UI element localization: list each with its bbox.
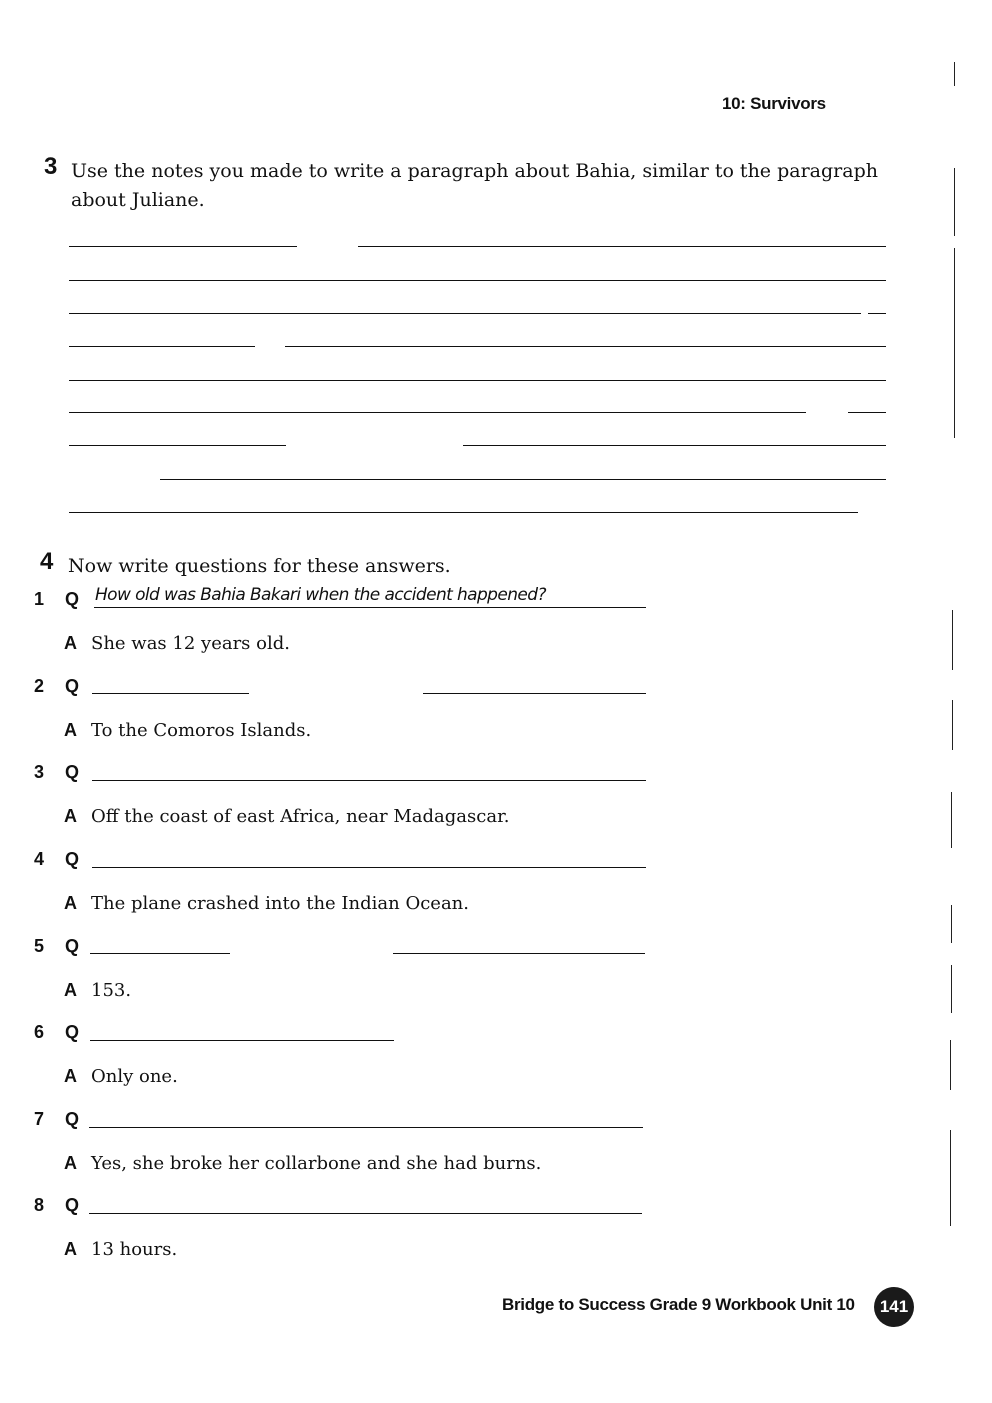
scan-edge-mark (954, 248, 955, 438)
question-line[interactable] (89, 1127, 643, 1128)
writing-line[interactable] (285, 346, 886, 347)
question-line[interactable] (92, 867, 646, 868)
question-line[interactable] (90, 953, 230, 954)
scan-edge-mark (951, 792, 952, 848)
exercise-3-number: 3 (44, 153, 58, 180)
question-line[interactable] (90, 1040, 394, 1041)
question-number: 2 (34, 676, 45, 696)
unit-title: 10: Survivors (722, 94, 826, 113)
answer-text: Only one. (91, 1066, 178, 1087)
writing-line[interactable] (358, 246, 886, 247)
writing-line[interactable] (69, 412, 806, 413)
exercise-4-instruction: Now write questions for these answers. (68, 555, 451, 577)
scan-edge-mark (950, 1040, 951, 1090)
footer-book-title: Bridge to Success Grade 9 Workbook Unit 10 (502, 1295, 855, 1314)
question-number: 3 (34, 762, 45, 782)
writing-line[interactable] (69, 246, 297, 247)
writing-line[interactable] (868, 313, 886, 314)
question-number: 8 (34, 1195, 45, 1215)
answer-label: A (64, 1066, 77, 1086)
question-line[interactable] (393, 953, 645, 954)
scan-edge-mark (950, 1130, 951, 1226)
answer-text: To the Comoros Islands. (91, 720, 312, 741)
question-label: Q (65, 849, 80, 869)
writing-line[interactable] (69, 346, 255, 347)
answer-label: A (64, 633, 77, 653)
writing-line[interactable] (69, 313, 861, 314)
answer-text: Off the coast of east Africa, near Madagascar. (91, 806, 510, 827)
question-line[interactable] (89, 1213, 642, 1214)
writing-line[interactable] (160, 479, 886, 480)
question-label: Q (65, 589, 80, 609)
question-number: 5 (34, 936, 45, 956)
page-number-badge: 141 (874, 1287, 914, 1327)
answer-text: 13 hours. (91, 1239, 178, 1260)
question-label: Q (65, 936, 80, 956)
answer-label: A (64, 1239, 77, 1259)
question-line[interactable] (92, 780, 646, 781)
writing-line[interactable] (463, 445, 886, 446)
answer-text: 153. (91, 980, 132, 1001)
writing-line[interactable] (69, 445, 286, 446)
question-line[interactable] (423, 693, 646, 694)
question-label: Q (65, 676, 80, 696)
question-number: 4 (34, 849, 45, 869)
exercise-3-instruction-line-2: about Juliane. (71, 189, 205, 211)
scan-edge-mark (951, 905, 952, 943)
scan-edge-mark (952, 610, 953, 670)
question-number: 7 (34, 1109, 45, 1129)
question-line[interactable] (92, 693, 249, 694)
question-label: Q (65, 1109, 80, 1129)
writing-line[interactable] (69, 280, 886, 281)
answer-label: A (64, 1153, 77, 1173)
scan-edge-mark (951, 965, 952, 1013)
scan-edge-mark (952, 700, 953, 750)
writing-line[interactable] (848, 412, 886, 413)
answer-text: The plane crashed into the Indian Ocean. (91, 893, 469, 914)
question-number: 1 (34, 589, 45, 609)
question-label: Q (65, 1022, 80, 1042)
answer-label: A (64, 720, 77, 740)
writing-line[interactable] (69, 380, 886, 381)
scan-edge-mark (954, 62, 955, 86)
answer-label: A (64, 806, 77, 826)
question-line[interactable] (94, 607, 646, 608)
scan-edge-mark (954, 168, 955, 236)
answer-text: Yes, she broke her collarbone and she had burns. (91, 1153, 542, 1174)
question-label: Q (65, 762, 80, 782)
answer-label: A (64, 893, 77, 913)
question-label: Q (65, 1195, 80, 1215)
example-question: How old was Bahia Bakari when the accident happened? (95, 585, 546, 605)
answer-label: A (64, 980, 77, 1000)
question-number: 6 (34, 1022, 45, 1042)
answer-text: She was 12 years old. (91, 633, 290, 654)
exercise-3-instruction-line-1: Use the notes you made to write a paragraph about Bahia, similar to the paragraph (71, 160, 878, 182)
writing-line[interactable] (69, 512, 858, 513)
exercise-4-number: 4 (40, 548, 54, 575)
